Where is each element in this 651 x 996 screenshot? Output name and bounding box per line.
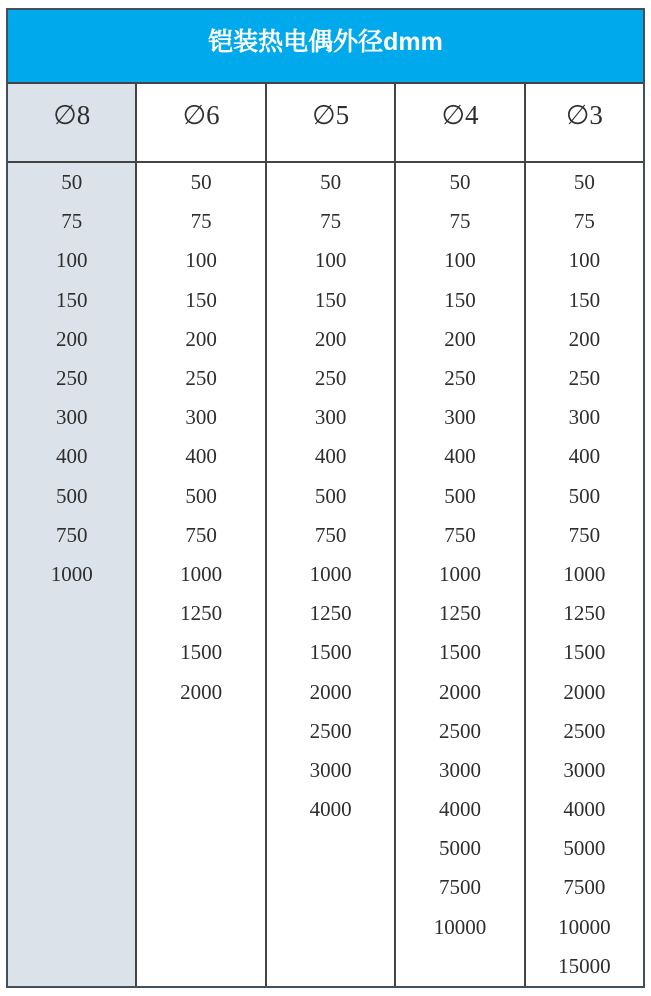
value-cell: 1500	[563, 640, 606, 665]
value-cell: 1000	[439, 561, 482, 586]
value-cell: 50	[573, 170, 595, 195]
value-cell: 1000	[563, 561, 606, 586]
value-cell: 150	[444, 287, 476, 312]
value-cell: 2500	[439, 718, 482, 743]
value-cell: 2000	[439, 679, 482, 704]
value-cell: 300	[185, 405, 217, 430]
value-cell: 75	[190, 209, 212, 234]
value-cell: 100	[568, 248, 601, 273]
value-cell: 400	[568, 444, 601, 469]
column-header-1: ∅8	[8, 84, 135, 161]
table-title-band	[8, 10, 643, 84]
value-cell: 250	[314, 366, 347, 391]
value-cell: 4000	[309, 797, 352, 822]
value-cell: 2000	[309, 679, 352, 704]
value-cell: 1000	[180, 561, 223, 586]
value-cell: 750	[568, 522, 601, 547]
value-cell: 50	[190, 170, 212, 195]
value-cell: 100	[444, 248, 476, 273]
value-cell: 400	[444, 444, 476, 469]
column-header-5: ∅3	[524, 84, 643, 161]
value-cell: 1000	[50, 561, 93, 586]
column-header-4: ∅4	[394, 84, 523, 161]
value-cell: 1500	[180, 640, 223, 665]
value-cell: 500	[55, 483, 88, 508]
value-cell: 1250	[563, 601, 606, 626]
value-cell: 1250	[439, 601, 482, 626]
column-header-3: ∅5	[265, 84, 394, 161]
value-cell: 7500	[563, 875, 606, 900]
value-cell: 5000	[439, 836, 482, 861]
value-cell: 500	[568, 483, 601, 508]
value-cell: 3000	[309, 757, 352, 782]
value-cell: 400	[314, 444, 347, 469]
value-cell: 150	[568, 287, 601, 312]
value-cell: 10000	[433, 914, 487, 939]
value-cell: 200	[568, 326, 601, 351]
value-cell: 400	[55, 444, 88, 469]
body-row	[8, 163, 643, 986]
value-cell: 50	[61, 170, 83, 195]
column-values-1	[8, 163, 135, 986]
value-cell: 10000	[558, 914, 611, 939]
value-cell: 4000	[439, 797, 482, 822]
value-cell: 100	[55, 248, 88, 273]
value-cell: 75	[61, 209, 83, 234]
column-header-2: ∅6	[135, 84, 264, 161]
value-cell: 750	[444, 522, 476, 547]
value-cell: 750	[185, 522, 217, 547]
value-cell: 1250	[309, 601, 352, 626]
value-cell: 250	[55, 366, 88, 391]
value-cell: 2000	[180, 679, 223, 704]
value-cell: 1000	[309, 561, 352, 586]
value-cell: 200	[55, 326, 88, 351]
thermocouple-diameter-table	[6, 8, 645, 988]
value-cell: 1500	[309, 640, 352, 665]
value-cell: 250	[444, 366, 476, 391]
value-cell: 100	[314, 248, 347, 273]
value-cell: 300	[314, 405, 347, 430]
value-cell: 1250	[180, 601, 223, 626]
value-cell: 5000	[563, 836, 606, 861]
value-cell: 2000	[563, 679, 606, 704]
value-cell: 200	[444, 326, 476, 351]
value-cell: 75	[573, 209, 595, 234]
value-cell: 500	[314, 483, 347, 508]
value-cell: 300	[444, 405, 476, 430]
value-cell: 400	[185, 444, 217, 469]
header-row	[8, 84, 643, 163]
value-cell: 250	[185, 366, 217, 391]
value-cell: 750	[55, 522, 88, 547]
value-cell: 50	[320, 170, 342, 195]
value-cell: 100	[185, 248, 217, 273]
column-values-3	[265, 163, 394, 986]
value-cell: 7500	[439, 875, 482, 900]
value-cell: 2500	[563, 718, 606, 743]
table-title: 铠装热电偶外径dmm	[208, 28, 443, 56]
column-values-5	[524, 163, 643, 986]
value-cell: 2500	[309, 718, 352, 743]
column-values-4	[394, 163, 523, 986]
column-values-2	[135, 163, 264, 986]
value-cell: 75	[449, 209, 471, 234]
value-cell: 150	[185, 287, 217, 312]
value-cell: 50	[449, 170, 471, 195]
value-cell: 4000	[563, 797, 606, 822]
value-cell: 500	[185, 483, 217, 508]
value-cell: 500	[444, 483, 476, 508]
value-cell: 150	[314, 287, 347, 312]
value-cell: 1500	[439, 640, 482, 665]
value-cell: 15000	[558, 953, 611, 978]
value-cell: 75	[320, 209, 342, 234]
value-cell: 300	[55, 405, 88, 430]
value-cell: 200	[185, 326, 217, 351]
value-cell: 150	[55, 287, 88, 312]
value-cell: 250	[568, 366, 601, 391]
value-cell: 3000	[439, 757, 482, 782]
value-cell: 200	[314, 326, 347, 351]
value-cell: 300	[568, 405, 601, 430]
value-cell: 750	[314, 522, 347, 547]
value-cell: 3000	[563, 757, 606, 782]
